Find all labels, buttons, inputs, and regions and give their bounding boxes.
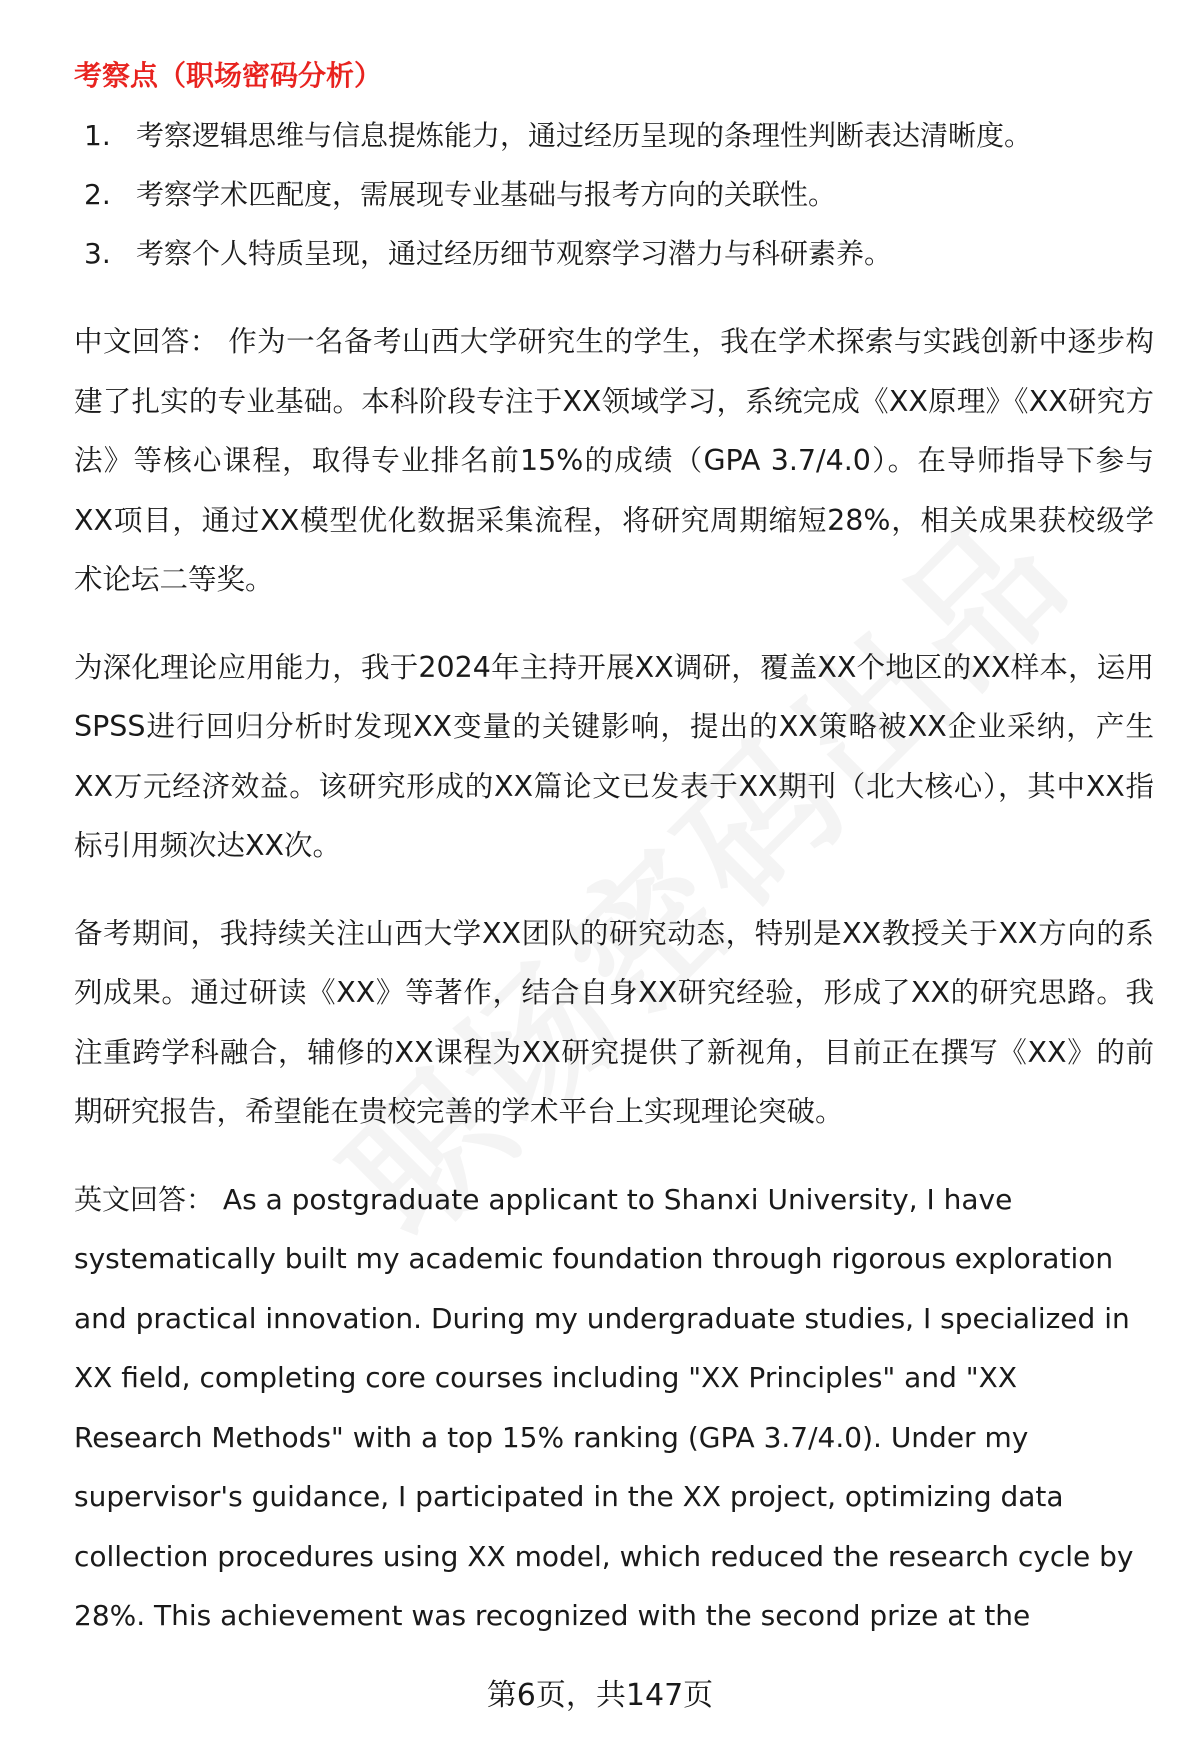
page-number-footer: 第6页，共147页 (486, 1678, 714, 1713)
list-number: 3. (84, 237, 111, 270)
chinese-answer-paragraph-1 (74, 312, 1154, 610)
list-item (74, 234, 1154, 274)
section-title: 考察点（职场密码分析） (74, 59, 383, 92)
chinese-answer-paragraph-2: 为深化理论应用能力，我于2024年主持开展XX调研，覆盖XX个地区的XX样本，运用SPSS进行回归分析时发现XX变量的关键影响，提出的XX策略被XX企业采纳，产生XX万元经济效益。该研究形成的XX篇论文已发表于XX期刊（北大核心），其中XX指标引用频次达XX次。 (74, 650, 1154, 862)
chinese-answer-text: 作为一名备考山西大学研究生的学生，我在学术探索与实践创新中逐步构建了扎实的专业基础。本科阶段专注于XX领域学习，系统完成《XX原理》《XX研究方法》等核心课程，取得专业排名前15%的成绩（GPA 3.7/4.0）。在导师指导下参与XX项目，通过XX模型优化数据采集流程，将研究周期缩短28%，相关成果获校级学术论坛二等奖。 (74, 325, 1154, 596)
list-item-text: 考察学术匹配度，需展现专业基础与报考方向的关联性。 (136, 178, 837, 211)
list-number: 1. (84, 119, 111, 152)
assessment-points-list (74, 116, 1154, 274)
english-answer-label: 英文回答： (74, 1182, 215, 1216)
english-answer-paragraph (74, 1170, 1154, 1646)
list-item-text: 考察逻辑思维与信息提炼能力，通过经历呈现的条理性判断表达清晰度。 (136, 119, 1033, 152)
list-item (74, 116, 1154, 156)
list-item-text: 考察个人特质呈现，通过经历细节观察学习潜力与科研素养。 (136, 237, 893, 270)
document-body (74, 56, 1154, 1646)
chinese-answer-label: 中文回答： (74, 325, 219, 358)
chinese-answer-paragraph-3: 备考期间，我持续关注山西大学XX团队的研究动态，特别是XX教授关于XX方向的系列成果。通过研读《XX》等著作，结合自身XX研究经验，形成了XX的研究思路。我注重跨学科融合，辅修的XX课程为XX研究提供了新视角，目前正在撰写《XX》的前期研究报告，希望能在贵校完善的学术平台上实现理论突破。 (74, 916, 1154, 1128)
english-answer-text: As a postgraduate applicant to Shanxi University, I have systematically built my academic foundation through rigorous exploration and practical innovation. During my undergraduate studies, I specialized in XX field, completing core courses including "XX Principles" and "XX Research Methods" with a top 15% ranking (GPA 3.7/4.0). Under my supervisor's guidance, I participated in the XX project, optimizing data collection procedures using XX model, which reduced the research cycle by 28%. This achievement was recognized with the second prize at the (74, 1182, 1134, 1632)
list-item (74, 175, 1154, 215)
list-number: 2. (84, 178, 111, 211)
